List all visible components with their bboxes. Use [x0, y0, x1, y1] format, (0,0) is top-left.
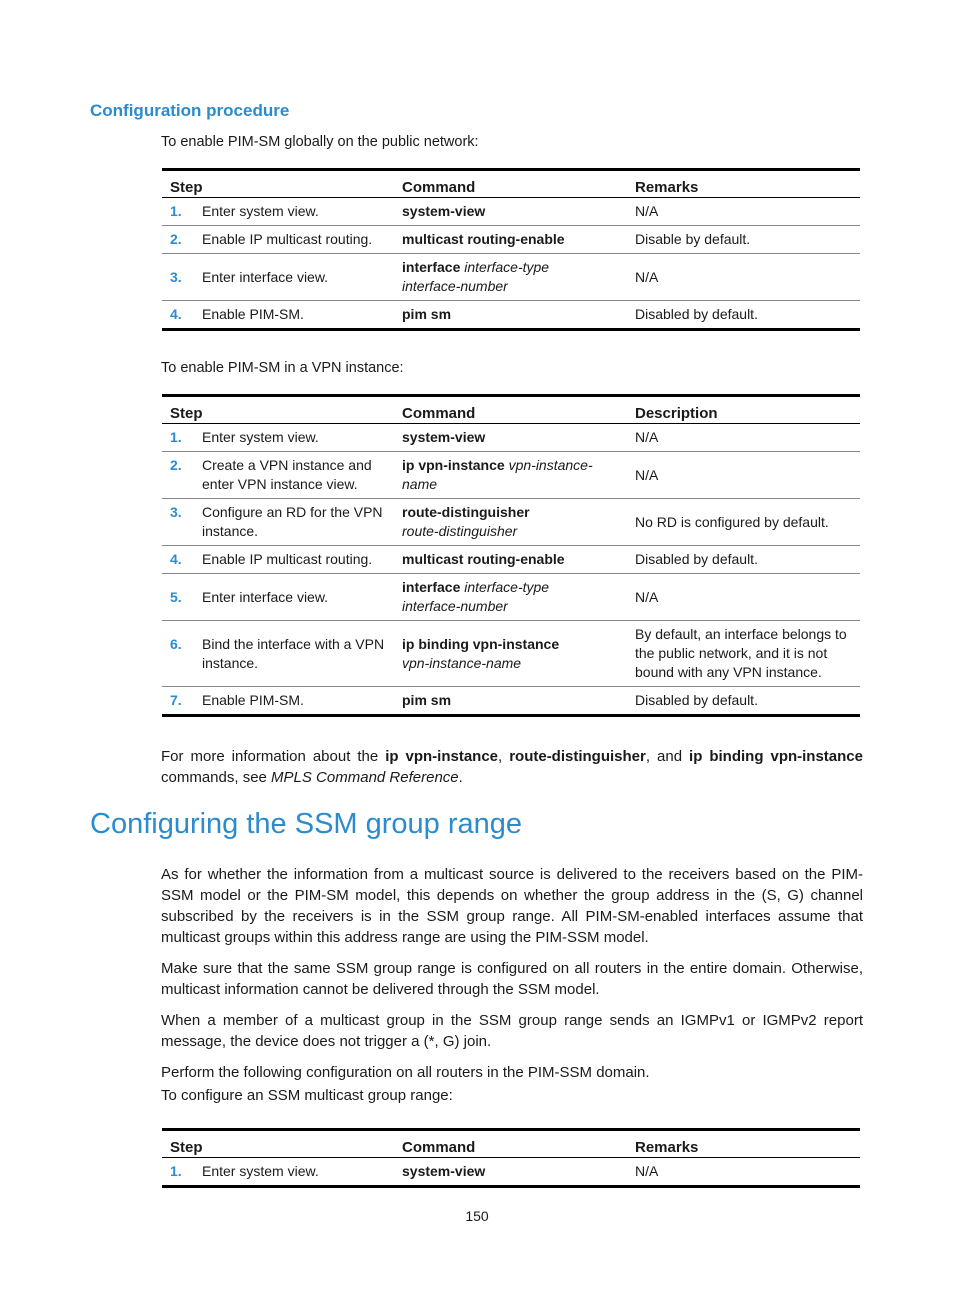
command-argument: interface-type	[464, 579, 550, 595]
header-remarks: Remarks	[627, 1130, 860, 1158]
step-description: Enable IP multicast routing.	[202, 231, 373, 247]
command-keyword: ip binding vpn-instance	[402, 635, 560, 652]
step-description: Configure an RD for the VPN instance.	[202, 504, 383, 539]
command-cell	[394, 499, 627, 546]
step-description: Bind the interface with a VPN instance.	[202, 635, 385, 671]
step-description: Enable PIM-SM.	[202, 306, 304, 322]
step-cell	[162, 621, 394, 687]
header-command: Command	[394, 1130, 627, 1158]
table-row	[162, 621, 860, 687]
command-cell	[394, 301, 627, 330]
command-cell	[394, 226, 627, 254]
command-cell	[394, 621, 627, 687]
step-cell	[162, 452, 394, 499]
intro-public-text: To enable PIM-SM globally on the public network:	[161, 134, 479, 150]
command-argument: interface-type	[464, 259, 550, 275]
header-step: Step	[162, 396, 394, 424]
step-description: Enter system view.	[202, 1163, 319, 1179]
command-keyword: pim sm	[402, 692, 452, 708]
command-cell	[394, 1158, 627, 1187]
remark-cell: Disabled by default.	[627, 546, 860, 574]
command-argument: vpn-instance-name	[402, 457, 593, 492]
command-argument: interface-number	[402, 278, 508, 294]
page-number: 150	[465, 1208, 489, 1224]
step-description: Enter system view.	[202, 203, 319, 219]
step-number: 3.	[170, 268, 182, 285]
text-fragment: For more information about the	[161, 748, 386, 765]
pim-sm-vpn-table	[162, 394, 860, 717]
command-argument: vpn-instance-name	[402, 654, 522, 671]
table-row	[162, 226, 860, 254]
table-row	[162, 687, 860, 716]
remark-cell: N/A	[627, 574, 860, 621]
step-description: Create a VPN instance and enter VPN instance view.	[202, 457, 372, 492]
step-cell	[162, 687, 394, 716]
remark-cell: Disabled by default.	[627, 687, 860, 716]
paragraph-igmp-join: When a member of a multicast group in the SSM group range sends an IGMPv1 or IGMPv2 report message, the device does not trigger a (*, G) join.	[161, 1012, 863, 1050]
command-keyword: system-view	[402, 203, 486, 219]
remark-cell: No RD is configured by default.	[627, 499, 860, 546]
header-command: Command	[394, 396, 627, 424]
step-description: Enter system view.	[202, 429, 319, 445]
step-cell	[162, 198, 394, 226]
step-number: 1.	[170, 203, 182, 219]
step-number: 4.	[170, 306, 182, 322]
step-cell	[162, 574, 394, 621]
command-keyword: pim sm	[402, 306, 452, 322]
command-keyword: system-view	[402, 429, 486, 445]
header-command: Command	[394, 170, 627, 198]
command-cell	[394, 254, 627, 301]
table-row	[162, 424, 860, 452]
text-fragment: .	[458, 769, 463, 786]
remark-cell: N/A	[635, 429, 659, 445]
header-remarks: Remarks	[627, 170, 860, 198]
command-cell	[394, 574, 627, 621]
text-fragment: commands, see	[161, 769, 272, 786]
step-number: 2.	[170, 457, 182, 473]
command-keyword: multicast routing-enable	[402, 231, 565, 247]
remark-cell: N/A	[635, 203, 659, 219]
step-cell	[162, 254, 394, 301]
step-number: 1.	[170, 429, 182, 445]
step-cell	[162, 499, 394, 546]
step-cell	[162, 226, 394, 254]
text-fragment: , and	[645, 748, 690, 765]
command-ref-ip-binding: ip binding vpn-instance	[689, 748, 863, 765]
step-number: 6.	[170, 635, 182, 652]
table-row	[162, 452, 860, 499]
table-row	[162, 574, 860, 621]
command-ref-ip-vpn-instance: ip vpn-instance	[385, 748, 499, 765]
table-row	[162, 499, 860, 546]
step-number: 4.	[170, 551, 182, 567]
paragraph-to-configure: To configure an SSM multicast group range:	[161, 1087, 453, 1104]
step-number: 1.	[170, 1163, 182, 1179]
command-keyword: interface	[402, 579, 461, 595]
step-cell	[162, 301, 394, 330]
paragraph-ssm-consistency: Make sure that the same SSM group range is configured on all routers in the entire domain. Otherwise, multicast information cannot be delivered through the SSM model.	[161, 960, 863, 998]
more-info-paragraph	[161, 746, 863, 788]
table-row	[162, 198, 860, 226]
step-number: 5.	[170, 588, 182, 605]
ssm-range-table	[162, 1128, 860, 1188]
command-cell	[394, 198, 627, 226]
table-row	[162, 254, 860, 301]
header-step: Step	[162, 1130, 394, 1158]
paragraph-perform: Perform the following configuration on all routers in the PIM-SSM domain.	[161, 1064, 650, 1081]
step-description: Enter interface view.	[202, 588, 329, 605]
step-number: 2.	[170, 231, 182, 247]
command-keyword: system-view	[402, 1163, 486, 1179]
manual-reference: MPLS Command Reference	[271, 769, 459, 786]
command-argument: interface-number	[402, 598, 508, 614]
command-cell	[394, 452, 627, 499]
table-row	[162, 1158, 860, 1187]
pim-sm-public-table	[162, 168, 860, 331]
command-keyword: route-distinguisher	[402, 504, 530, 520]
step-cell	[162, 546, 394, 574]
intro-vpn-text: To enable PIM-SM in a VPN instance:	[161, 360, 404, 376]
header-description: Description	[627, 396, 860, 424]
remark-cell: Disable by default.	[627, 226, 860, 254]
section-heading: Configuration procedure	[90, 101, 290, 120]
table-row	[162, 546, 860, 574]
command-keyword: multicast routing-enable	[402, 551, 565, 567]
step-description: Enable IP multicast routing.	[202, 551, 373, 567]
command-cell	[394, 546, 627, 574]
step-cell	[162, 1158, 394, 1187]
text-fragment: ,	[498, 748, 510, 765]
chapter-heading: Configuring the SSM group range	[90, 808, 523, 840]
step-number: 3.	[170, 504, 182, 520]
step-description: Enter interface view.	[202, 268, 329, 285]
step-cell	[162, 424, 394, 452]
table-row	[162, 301, 860, 330]
remark-cell: N/A	[627, 452, 860, 499]
command-ref-route-distinguisher: route-distinguisher	[509, 748, 646, 765]
remark-cell: Disabled by default.	[627, 301, 860, 330]
remark-cell: N/A	[635, 1163, 659, 1179]
remark-cell: By default, an interface belongs to the public network, and it is not bound with any VPN instance.	[627, 621, 860, 687]
step-description: Enable PIM-SM.	[202, 692, 304, 708]
step-number: 7.	[170, 692, 182, 708]
command-cell	[394, 424, 627, 452]
remark-cell: N/A	[627, 254, 860, 301]
command-keyword: ip vpn-instance	[402, 457, 505, 473]
paragraph-ssm-intro: As for whether the information from a multicast source is delivered to the receivers based on the PIM-SSM model or the PIM-SM model, this depends on whether the group address in the (S, G) channel subscribed by the receivers is in the SSM group range. All PIM-SM-enabled interfaces assume that multicast groups within this address range are using the PIM-SSM model.	[161, 866, 863, 946]
command-argument: route-distinguisher	[402, 523, 518, 539]
command-keyword: interface	[402, 259, 461, 275]
command-cell	[394, 687, 627, 716]
header-step: Step	[162, 170, 394, 198]
